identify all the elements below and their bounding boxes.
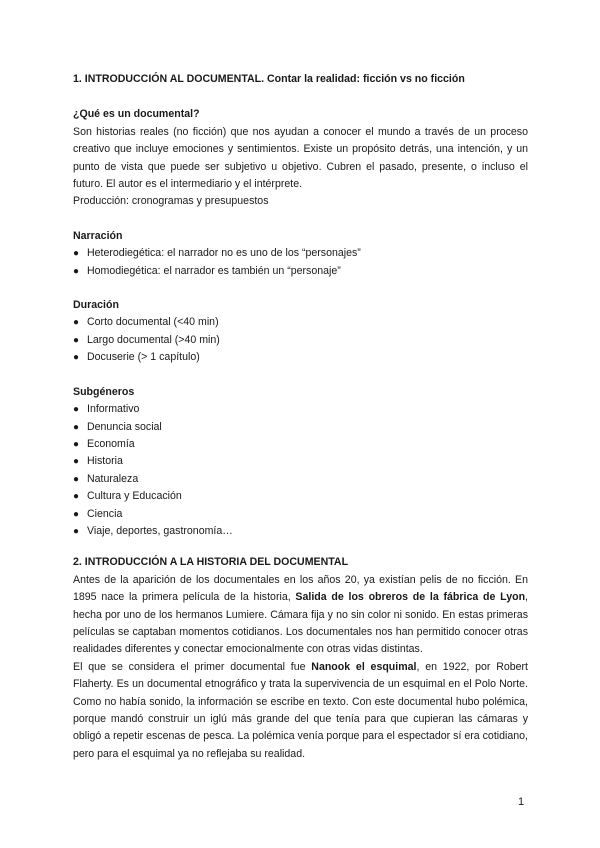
bullet-icon: ● <box>73 352 80 364</box>
bullet-icon: ● <box>73 525 80 537</box>
bullet-icon: ● <box>73 421 80 433</box>
list-item: ● Viaje, deportes, gastronomía… <box>73 523 528 540</box>
list-item: ● Corto documental (<40 min) <box>73 314 528 331</box>
bullet-icon: ● <box>73 438 80 450</box>
section-1-title: 1. INTRODUCCIÓN AL DOCUMENTAL. Contar la realidad: ficción vs no ficción <box>73 73 465 85</box>
list-item: ● Homodiegética: el narrador es también un “personaje” <box>73 263 528 280</box>
duracion-heading: Duración <box>73 299 119 312</box>
subgeneros-list <box>73 401 528 540</box>
list-item: ● Cultura y Educación <box>73 488 528 505</box>
film-title-nanook: Nanook el esquimal <box>311 660 417 673</box>
list-item: ● Ciencia <box>73 506 528 523</box>
bullet-icon: ● <box>73 473 80 485</box>
list-item: ● Informativo <box>73 401 528 418</box>
list-item: ● Historia <box>73 453 528 470</box>
subgeneros-heading: Subgéneros <box>73 385 135 398</box>
list-item: ● Largo documental (>40 min) <box>73 332 528 349</box>
bullet-icon: ● <box>73 334 80 346</box>
section-2-title: 2. INTRODUCCIÓN A LA HISTORIA DEL DOCUMENTAL <box>73 556 349 569</box>
list-item: ● Docuserie (> 1 capítulo) <box>73 349 528 366</box>
question-heading: ¿Qué es un documental? <box>73 108 200 121</box>
definition-paragraph: Son historias reales (no ficción) que nos ayudan a conocer el mundo a través de un proceso creativo que incluye emociones y sentimientos. Existe un propósito detrás, una intención, y un punto de vista que puede ser subjetivo u objetivo. Cubren el pasado, presente, o incluso el futuro. El autor es el intermediario y el intérprete. <box>73 125 528 191</box>
bullet-icon: ● <box>73 317 80 329</box>
bullet-icon: ● <box>73 456 80 468</box>
list-item: ● Denuncia social <box>73 419 528 436</box>
bullet-icon: ● <box>73 491 80 503</box>
history-paragraph-1: Antes de la aparición de los documentales en los años 20, ya existían pelis de no ficción. En 1895 nace la primera película de la historia, Salida de los obreros de la fábrica de Lyon, hecha por uno de los hermanos Lumiere. Cámara fija y no sin color ni sonido. En estas primeras películas se captaban momentos cotidianos. Los documentales nos han permitido conocer otras realidades diferentes y conectar emocionalmente con otras vidas distintas. <box>73 573 528 656</box>
bullet-icon: ● <box>73 248 80 260</box>
history-paragraph-2: El que se considera el primer documental fue Nanook el esquimal, en 1922, por Robert Flaherty. Es un documental etnográfico y trata la supervivencia de un esquimal en el Polo Norte. Como no había sonido, la información se escribe en texto. Con este documental hubo polémica, porque mandó construir un iglú más grande del que tenía para que cupieran las cámaras y obligó a repetir escenas de pesca. La polémica venía porque para el espectador sí era cotidiano, pero para el esquimal ya no reflejaba su realidad. <box>73 660 528 760</box>
page-number: 1 <box>518 796 525 808</box>
narracion-list <box>73 245 528 280</box>
film-title-lumiere: Salida de los obreros de la fábrica de Lyon <box>295 591 526 604</box>
production-line: Producción: cronogramas y presupuestos <box>73 195 269 208</box>
list-item: ● Economía <box>73 436 528 453</box>
bullet-icon: ● <box>73 508 80 520</box>
list-item: ● Heterodiegética: el narrador no es uno de los “personajes” <box>73 245 528 262</box>
duracion-list <box>73 314 528 366</box>
list-item: ● Naturaleza <box>73 471 528 488</box>
bullet-icon: ● <box>73 404 80 416</box>
narracion-heading: Narración <box>73 229 123 242</box>
bullet-icon: ● <box>73 265 80 277</box>
page-content <box>73 71 528 763</box>
